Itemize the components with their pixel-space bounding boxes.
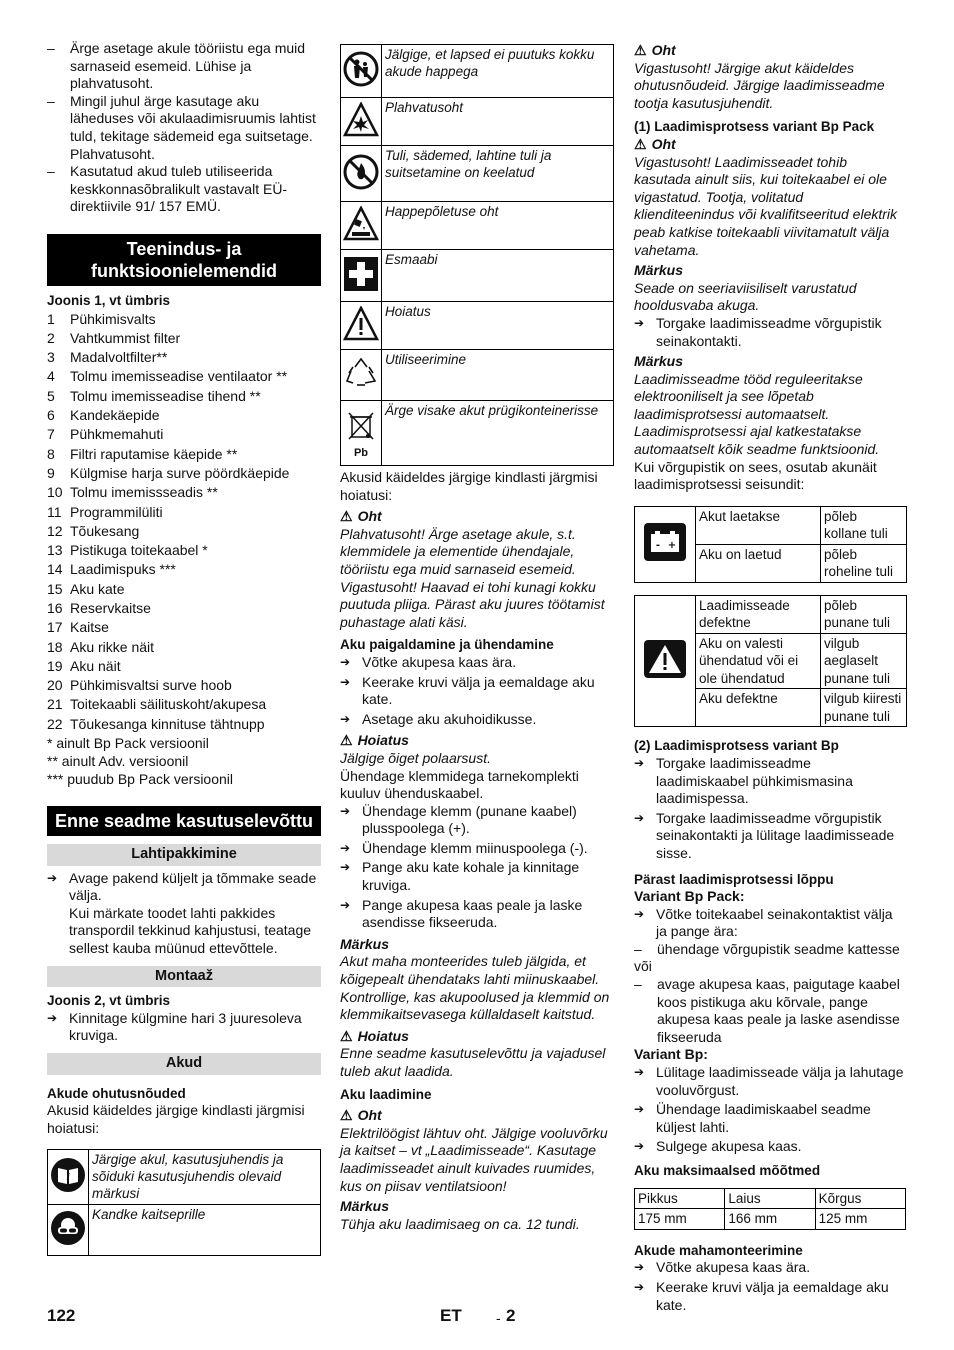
install-step (340, 654, 614, 672)
symbol-cell (341, 45, 382, 98)
part-number: 20 (47, 677, 63, 694)
connect-step (340, 840, 614, 858)
part-item (47, 367, 321, 386)
led-state: Laadimisseade defektne (696, 595, 821, 633)
step-unplug: ➔ Võtke toitekaabel seinakontaktist välja ja pange ära: (634, 905, 893, 940)
part-number: 22 (47, 715, 63, 732)
part-name: Tolmu imemissseadis ** (70, 484, 218, 501)
parts-note: *** puudub Bp Pack versioonil (47, 771, 234, 788)
dash-item (47, 163, 321, 216)
led-light: põleb kollane tuli (821, 506, 907, 544)
svg-text:i: i (66, 1173, 70, 1184)
symbol-text: Esmaabi (382, 250, 614, 302)
symbol-text: Ärge visake akut prügikonteinerisse (382, 401, 614, 466)
note-heading-2: Märkus (340, 1198, 390, 1215)
step-mount: ➔ Kinnitage külgmine hari 3 juuresoleva kruviga. (47, 1009, 302, 1044)
part-name: Vahtkummist filter (70, 329, 181, 346)
dim-value: 125 mm (815, 1209, 905, 1230)
svg-text:+: + (667, 540, 677, 552)
part-name: Madalvoltfilter** (70, 349, 168, 366)
note-text-3: Seade on seeriaviisiliselt varustatud hooldusvaba akuga. (634, 279, 857, 314)
step-plug-in: ➔ Torgake laadimisseadme võrgupistik seinakontakti. (634, 314, 882, 349)
install-step (340, 711, 614, 729)
variant-bp-steps (634, 1064, 907, 1156)
subheading-unpacking: Lahtipakkimine (47, 844, 321, 866)
part-name: Aku näit (70, 657, 121, 674)
part-number: 6 (47, 407, 55, 424)
part-item (47, 406, 321, 425)
dim-value: 175 mm (635, 1209, 725, 1230)
part-number: 11 (47, 503, 62, 520)
after-charge-heading: Pärast laadimisprotsessi lõppu (634, 871, 834, 887)
danger-heading-3: ⚠ Oht (634, 42, 676, 58)
arrow-icon: ➔ (634, 315, 645, 330)
arrow-icon: ➔ (340, 897, 351, 912)
symbol-cell (341, 146, 382, 202)
led-light: vilgub aeglaselt punane tuli (821, 633, 907, 689)
warning-text-2: Enne seadme kasutuselevõttu ja vajadusel tuleb akut laadida. (340, 1045, 606, 1079)
parts-list (47, 310, 321, 735)
process-2-step-text: Torgake laadimisseadme võrgupistik seinakontakti ja lülitage laadimisseade sisse. (656, 809, 895, 861)
parts-note: ** ainult Adv. versioonil (47, 753, 189, 770)
warning-triangle-icon: ⚠ (340, 732, 353, 749)
dash-option-1: – ühendage võrgupistik seadme kattesse (634, 940, 900, 957)
connect-step-text: Ühendage klemm (punane kaabel) plusspoolega (+). (362, 802, 577, 837)
manual-icon (50, 1157, 86, 1193)
dash-option-2: – avage akupesa kaas, paigutage kaabel koos pistikuga aku kõrvale, pange akupesa kaas peale ja laske asendisse fikseeruda (634, 976, 900, 1045)
note-text-2: Tühja aku laadimisaeg on ca. 12 tundi. (340, 1215, 580, 1232)
led-table-faults (634, 595, 907, 728)
variant-bp-step-text: Lülitage laadimisseade välja ja lahutage vooluvõrgust. (656, 1064, 904, 1098)
section-heading-before-use: Enne seadme kasutuselevõttu (47, 806, 321, 836)
symbol-text: Plahvatusoht (382, 98, 614, 146)
arrow-icon: ➔ (47, 870, 58, 885)
goggles-icon (50, 1210, 86, 1246)
connect-steps (340, 803, 614, 932)
part-item (47, 425, 321, 444)
warning-text-1: Jälgige õiget polaarsust. (340, 749, 491, 766)
connect-step (340, 803, 614, 838)
part-item (47, 599, 321, 618)
dash-marker: – (47, 163, 55, 180)
led-state: Akut laetakse (696, 506, 821, 544)
indicator-text: Kui võrgupistik on sees, osutab akunäit laadimisprotsessi seisundit: (634, 458, 877, 493)
page-number: 122 (47, 1306, 76, 1325)
warning-heading-2: ⚠ Hoiatus (340, 1027, 409, 1044)
language-code: ET (440, 1306, 462, 1325)
connect-step (340, 859, 614, 894)
led-row (635, 595, 907, 633)
part-name: Tolmu imemisseadise ventilaator ** (70, 368, 288, 385)
part-item (47, 329, 321, 348)
part-item (47, 522, 321, 541)
install-step-text: Keerake kruvi välja ja eemaldage aku kate. (362, 673, 595, 708)
dim-header: Kõrgus (815, 1188, 905, 1209)
install-step (340, 674, 614, 709)
warning-icon (343, 306, 379, 342)
part-name: Laadimispuks *** (70, 561, 176, 578)
safety-text: Akusid käideldes järgige kindlasti järgmisi hoiatusi: (47, 1102, 305, 1136)
symbol-row (341, 146, 614, 202)
recycle-icon (343, 355, 379, 391)
dimensions-table (634, 1188, 906, 1230)
symbol-row (341, 350, 614, 401)
led-state: Aku defektne (696, 689, 821, 727)
removal-step-text: Võtke akupesa kaas ära. (656, 1259, 811, 1276)
dash-marker: – (47, 40, 55, 56)
symbol-text: Kandke kaitseprille (89, 1205, 321, 1256)
symbol-row (341, 202, 614, 250)
part-item (47, 541, 321, 560)
children-icon (343, 51, 379, 87)
part-item (47, 387, 321, 406)
warning-heading-1: ⚠ Hoiatus (340, 732, 409, 749)
symbol-row (341, 250, 614, 302)
symbol-cell (341, 350, 382, 401)
symbol-text: Utiliseerimine (382, 350, 614, 401)
note-text-4: Laadimisseadme tööd reguleeritakse elektrooniliselt ja see lõpetab laadimisprotsessi automaatselt. Laadimisprotsessi ajal katkestatakse automaatselt kõik seadme funktsioonid. (634, 370, 880, 458)
symbol-text: Järgige akul, kasutusjuhendis ja sõiduki kasutusjuhendis olevaid märkusi (89, 1150, 321, 1205)
danger-heading: ⚠ Oht (340, 508, 382, 525)
install-steps (340, 654, 614, 728)
led-icon-cell (635, 506, 696, 582)
part-name: Tolmu imemisseadise tihend ** (70, 387, 261, 404)
part-name: Pühkimisvaltsi surve hoob (70, 677, 232, 694)
connect-step (340, 897, 614, 932)
part-name: Aku kate (70, 580, 125, 597)
variant-bp-step-text: Ühendage laadimiskaabel seadme küljest lahti. (656, 1101, 871, 1135)
led-light: põleb punane tuli (821, 595, 907, 633)
warning-triangle-icon: ⚠ (340, 508, 353, 525)
variant-bp-step (634, 1064, 907, 1099)
part-name: Reservkaitse (70, 599, 151, 616)
part-number: 13 (47, 542, 63, 559)
variant-bp-pack-label: Variant Bp Pack: (634, 888, 745, 905)
dim-header: Pikkus (635, 1188, 725, 1209)
part-number: 7 (47, 426, 55, 443)
column-left (47, 40, 321, 1256)
part-number: 16 (47, 599, 63, 616)
symbol-cell (341, 302, 382, 350)
variant-bp-label: Variant Bp: (634, 1046, 708, 1063)
warning-triangle-icon: ⚠ (340, 1027, 353, 1044)
connect-text: Ühendage klemmidega tarnekomplekti kuuluv ühenduskaabel. (340, 767, 579, 802)
part-item (47, 638, 321, 657)
part-number: 21 (47, 696, 63, 713)
part-number: 8 (47, 445, 55, 462)
column-middle (340, 44, 614, 1233)
part-name: Programmilüliti (70, 503, 163, 520)
part-name: Tõukesang (70, 522, 140, 539)
led-table-charging (634, 506, 907, 583)
figure-ref-2: Joonis 2, vt ümbris (47, 993, 171, 1009)
part-name: Tõukesanga kinnituse tähtnupp (70, 715, 265, 732)
install-step-text: Võtke akupesa kaas ära. (362, 653, 517, 670)
no-fire-icon (343, 154, 379, 190)
variant-bp-step-text: Sulgege akupesa kaas. (656, 1138, 802, 1155)
part-item (47, 580, 321, 599)
dim-value-row (635, 1209, 906, 1230)
install-heading: Aku paigaldamine ja ühendamine (340, 637, 554, 653)
connect-step-text: Pange akupesa kaas peale ja laske asendisse fikseeruda. (362, 896, 583, 931)
symbol-cell (341, 202, 382, 250)
part-item (47, 695, 321, 714)
arrow-icon: ➔ (634, 755, 645, 770)
symbol-text: Happepõletuse oht (382, 202, 614, 250)
removal-step (634, 1279, 907, 1314)
svg-text:-: - (655, 540, 661, 552)
arrow-icon: ➔ (634, 1065, 645, 1080)
removal-steps (634, 1259, 907, 1314)
part-number: 14 (47, 561, 63, 578)
part-name: Filtri raputamise käepide ** (70, 445, 238, 462)
part-item (47, 483, 321, 502)
part-name: Kandekäepide (70, 407, 160, 424)
symbol-text: Hoiatus (382, 302, 614, 350)
note-text-1: Akut maha monteerides tuleb jälgida, et kõigepealt ühendataks lahti miinuskaabel. Kontrollige, kas akupoolused ja klemmid on klemmikaitsevasega küllaldaselt kaitstud. (340, 953, 610, 1023)
part-item (47, 348, 321, 367)
warning-triangle-icon: ⚠ (634, 135, 647, 152)
arrow-icon: ➔ (634, 1139, 645, 1154)
variant-bp-step (634, 1101, 907, 1136)
led-light: vilgub kiiresti punane tuli (821, 689, 907, 727)
arrow-icon: ➔ (340, 860, 351, 875)
charge-heading: Aku laadimine (340, 1086, 432, 1102)
process-2-step (634, 755, 907, 808)
explosion-icon (343, 102, 379, 138)
arrow-icon: ➔ (634, 1279, 645, 1294)
symbol-table-1 (47, 1149, 321, 1256)
danger-heading-4: ⚠ Oht (634, 135, 676, 152)
section-heading-service: Teenindus- ja funktsioonielemendid (47, 234, 321, 286)
step-unpack: ➔ Avage pakend küljelt ja tõmmake seade välja. (47, 869, 317, 904)
part-number: 1 (47, 310, 55, 327)
first-aid-icon (343, 256, 379, 292)
install-step-text: Asetage aku akuhoidikusse. (362, 710, 537, 727)
figure-ref-1: Joonis 1, vt ümbris (47, 292, 171, 308)
part-name: Pühkimisvalts (70, 310, 156, 327)
symbol-row (48, 1150, 321, 1205)
part-number: 17 (47, 619, 63, 636)
part-name: Toitekaabli säilituskoht/akupesa (70, 696, 267, 713)
warning-triangle-icon: ⚠ (634, 42, 647, 58)
battery-icon (643, 540, 687, 565)
symbol-cell (341, 401, 382, 466)
symbol-cell (341, 250, 382, 302)
part-number: 4 (47, 368, 55, 385)
dash-item-text: Kasutatud akud tuleb utiliseerida keskkonnasõbralikult vastavalt EÜ-direktiivile 91/ 157 EMÜ. (70, 163, 288, 215)
connect-step-text: Pange aku kate kohale ja kinnitage kruviga. (362, 859, 580, 894)
unpack-text: Kui märkate toodet lahti pakkides transpordil tekkinud kahjustusi, teatage sellest kauba müünud ettevõttele. (69, 904, 312, 957)
subheading-batteries: Akud (47, 1053, 321, 1075)
arrow-icon: ➔ (340, 711, 351, 726)
warning-triangle-icon: ⚠ (340, 1107, 353, 1124)
acid-burn-icon (343, 206, 379, 242)
note-heading-4: Märkus (634, 353, 684, 370)
process-2-steps (634, 755, 907, 863)
process-2-step (634, 810, 907, 863)
after-table-text: Akusid käideldes järgige kindlasti järgmisi hoiatusi: (340, 469, 598, 503)
part-number: 15 (47, 580, 63, 597)
dash-list (47, 40, 321, 216)
part-name: Aku rikke näit (70, 638, 155, 655)
arrow-icon: ➔ (634, 810, 645, 825)
danger-text-3: Vigastusoht! Järgige akut käideldes ohutusnõudeid. Järgige laadimisseadme tootja kasutusjuhendit. (634, 59, 885, 111)
part-number: 9 (47, 464, 55, 481)
part-number: 18 (47, 638, 63, 655)
column-right (634, 42, 907, 1316)
arrow-icon: ➔ (634, 1260, 645, 1275)
part-item (47, 715, 321, 734)
led-state: Aku on valesti ühendatud või ei ole ühendatud (696, 633, 821, 689)
part-item (47, 310, 321, 329)
connect-step-text: Ühendage klemm miinuspoolega (-). (362, 839, 588, 856)
parts-note: * ainult Bp Pack versioonil (47, 735, 209, 752)
symbol-cell (48, 1205, 89, 1256)
or-text: või (634, 958, 652, 975)
symbol-text: Jälgige, et lapsed ei puutuks kokku akude happega (382, 45, 614, 98)
arrow-icon: ➔ (340, 840, 351, 855)
part-number: 2 (47, 329, 55, 346)
section-number: 2 (506, 1306, 516, 1325)
process-1-heading: (1) Laadimisprotsess variant Bp Pack (634, 119, 875, 135)
part-number: 12 (47, 522, 63, 539)
symbol-cell (341, 98, 382, 146)
part-item (47, 676, 321, 695)
dim-header: Laius (725, 1188, 815, 1209)
part-name: Kaitse (70, 619, 109, 636)
symbol-row (341, 401, 614, 466)
symbol-row (341, 98, 614, 146)
dash-item (47, 40, 321, 93)
symbol-text: Tuli, sädemed, lahtine tuli ja suitsetamine on keelatud (382, 146, 614, 202)
symbol-row (48, 1205, 321, 1256)
removal-heading: Akude mahamonteerimine (634, 1242, 803, 1258)
arrow-icon: ➔ (340, 803, 351, 818)
fault-warning-icon (643, 667, 687, 682)
danger-heading-2: ⚠ Oht (340, 1107, 382, 1124)
arrow-icon: ➔ (340, 654, 351, 669)
symbol-label: Pb (353, 446, 369, 459)
subheading-mounting: Montaaž (47, 966, 321, 988)
note-heading-1: Märkus (340, 935, 390, 952)
part-number: 19 (47, 657, 63, 674)
part-item (47, 503, 321, 522)
variant-bp-step (634, 1138, 907, 1156)
part-item (47, 657, 321, 676)
arrow-icon: ➔ (340, 674, 351, 689)
led-light: põleb roheline tuli (821, 544, 907, 582)
process-2-step-text: Torgake laadimisseadme laadimiskaabel pühkimismasina laadimispessa. (656, 754, 853, 807)
part-item (47, 618, 321, 637)
process-2-heading: (2) Laadimisprotsess variant Bp (634, 738, 839, 754)
part-item (47, 445, 321, 464)
part-number: 10 (47, 484, 63, 501)
symbol-row (341, 302, 614, 350)
part-name: Külgmise harja surve pöördkäepide (70, 464, 290, 481)
arrow-icon: ➔ (634, 906, 645, 921)
symbol-table-2 (340, 44, 614, 466)
no-bin-icon (343, 408, 379, 444)
dash-item (47, 93, 321, 163)
safety-heading: Akude ohutusnõuded (47, 1085, 186, 1101)
dash-item-text: Ärge asetage akule tööriistu ega muid sarnaseid esemeid. Lühise ja plahvatusoht. (70, 40, 306, 92)
part-item (47, 560, 321, 579)
dimensions-heading: Aku maksimaalsed mõõtmed (634, 1163, 821, 1178)
arrow-icon: ➔ (634, 1102, 645, 1117)
danger-text-4: Vigastusoht! Laadimisseadet tohib kasutada ainult siis, kui toitekaabel ei ole vigastatud. Tootja, volitatud klienditeenindus või kvalifitseeritud elektrik peab katkise toitekaabli viivitamatult välja vahetama. (634, 153, 898, 258)
footer-separator: - (496, 1310, 501, 1326)
dash-item-text: Mingil juhul ärge kasutage aku läheduses või akulaadimisruumis lahtist tuld, tekitage sädemeid ega suitsetage. Plahvatusoht. (70, 92, 316, 162)
symbol-row (341, 45, 614, 98)
dash-marker: – (47, 92, 55, 109)
led-icon-cell (635, 595, 696, 727)
danger-text-2: Elektrilöögist lähtuv oht. Jälgige vooluvõrku ja kaitset – vt „Laadimisseade“. Kasutage laadimisseadet ainult kuivades ruumides, kus on piisav ventilatsioon! (340, 1124, 608, 1194)
led-state: Aku on laetud (696, 544, 821, 582)
danger-text: Plahvatusoht! Ärge asetage akule, s.t. klemmidele ja elementide ühendajale, tööriistu ega muid sarnaseid esemeid. Vigastusoht! Haavad ei tohi kunagi kokku puutuda pliiga. Pärast aku juures töötamist puhastage alati käsi. (340, 525, 605, 630)
dim-value: 166 mm (725, 1209, 815, 1230)
removal-step (634, 1259, 907, 1277)
parts-notes (47, 734, 321, 788)
part-name: Pühkmemahuti (70, 426, 164, 443)
symbol-cell (48, 1150, 89, 1205)
note-heading-3: Märkus (634, 262, 684, 279)
led-row (635, 506, 907, 544)
part-item (47, 464, 321, 483)
part-number: 5 (47, 387, 55, 404)
arrow-icon: ➔ (47, 1010, 58, 1025)
dim-header-row (635, 1188, 906, 1209)
removal-step-text: Keerake kruvi välja ja eemaldage aku kate. (656, 1278, 889, 1313)
part-name: Pistikuga toitekaabel * (70, 542, 208, 559)
part-number: 3 (47, 349, 55, 366)
